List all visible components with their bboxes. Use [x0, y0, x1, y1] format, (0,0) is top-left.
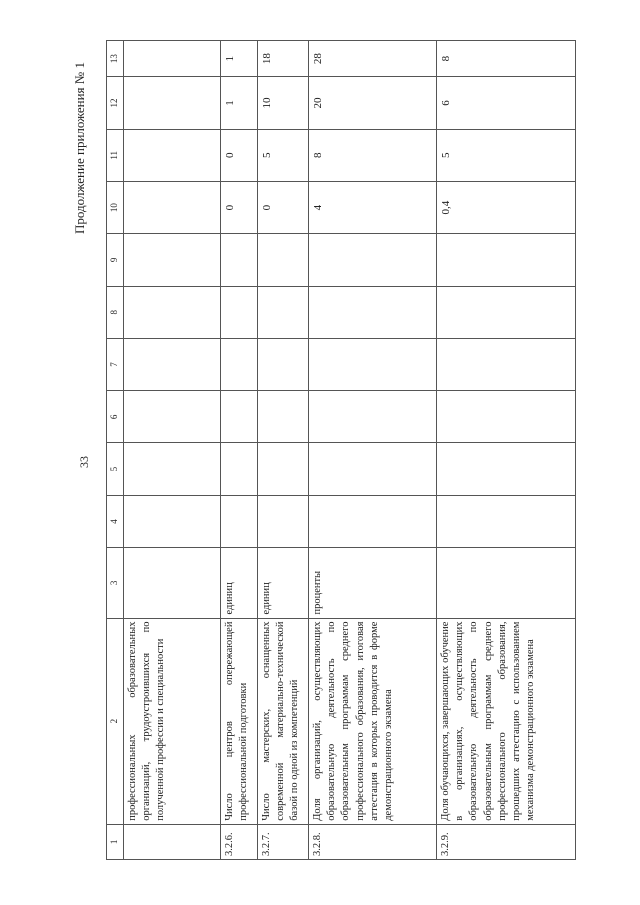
- value-cell: [221, 495, 258, 547]
- value-cell: [309, 286, 437, 338]
- table-row: [258, 41, 309, 860]
- value-cell: [221, 391, 258, 443]
- rotated-table-wrapper: [106, 40, 581, 860]
- value-cell: [258, 443, 309, 495]
- indicator-table: [106, 40, 576, 860]
- value-cell: 8: [309, 129, 437, 181]
- value-cell: [124, 391, 221, 443]
- value-cell: 28: [309, 41, 437, 77]
- indicator-description: Доля обучающихся, завершающих обучение в организациях, осуществляющих образовательную деятельность по образовательным программам среднего профессионального образования, прошедших аттестацию с использованием механизма демонстрационного экзамена: [437, 618, 576, 824]
- value-cell: 1: [221, 41, 258, 77]
- value-cell: [309, 495, 437, 547]
- value-cell: [221, 286, 258, 338]
- value-cell: [221, 234, 258, 286]
- col-header: 5: [107, 443, 124, 495]
- value-cell: 20: [309, 77, 437, 129]
- value-cell: 18: [258, 41, 309, 77]
- col-header: 6: [107, 391, 124, 443]
- value-cell: [258, 338, 309, 390]
- value-cell: [221, 338, 258, 390]
- value-cell: [124, 495, 221, 547]
- indicator-code: 3.2.8.: [309, 824, 437, 859]
- value-cell: 6: [437, 77, 576, 129]
- col-header: 9: [107, 234, 124, 286]
- indicator-code: 3.2.7.: [258, 824, 309, 859]
- table-row: [124, 41, 221, 860]
- indicator-description: Число мастерских, оснащенных современной материально-технической базой по одной из компетенций: [258, 618, 309, 824]
- col-header: 10: [107, 181, 124, 233]
- table-row: [309, 41, 437, 860]
- table-row: [221, 41, 258, 860]
- value-cell: [124, 41, 221, 77]
- column-number-row: [107, 41, 124, 860]
- indicator-unit: единиц: [258, 548, 309, 618]
- value-cell: [258, 234, 309, 286]
- value-cell: [437, 391, 576, 443]
- value-cell: [258, 495, 309, 547]
- indicator-unit: [437, 548, 576, 618]
- value-cell: [437, 286, 576, 338]
- value-cell: [124, 234, 221, 286]
- indicator-unit: единиц: [221, 548, 258, 618]
- value-cell: [309, 443, 437, 495]
- value-cell: 4: [309, 181, 437, 233]
- page-number: 33: [77, 456, 91, 468]
- indicator-description: профессиональных образовательных организаций, трудоустроившихся по полученной профессии и специальности: [124, 618, 221, 824]
- indicator-code: 3.2.6.: [221, 824, 258, 859]
- indicator-unit: проценты: [309, 548, 437, 618]
- value-cell: [437, 495, 576, 547]
- value-cell: [309, 391, 437, 443]
- value-cell: 0,4: [437, 181, 576, 233]
- indicator-code: [124, 824, 221, 859]
- value-cell: [437, 234, 576, 286]
- col-header: 8: [107, 286, 124, 338]
- col-header: 13: [107, 41, 124, 77]
- value-cell: [437, 443, 576, 495]
- continuation-label: Продолжение приложения № 1: [72, 62, 87, 234]
- indicator-description: Число центров опережающей профессиональной подготовки: [221, 618, 258, 824]
- col-header: 1: [107, 824, 124, 859]
- col-header: 4: [107, 495, 124, 547]
- col-header: 12: [107, 77, 124, 129]
- value-cell: 0: [221, 129, 258, 181]
- table-row: [437, 41, 576, 860]
- value-cell: 0: [258, 181, 309, 233]
- indicator-description: Доля организаций, осуществляющих образовательную деятельность по образовательным программам среднего профессионального образования, итоговая аттестация в которых проводится в форме демонстрационного экзамена: [309, 618, 437, 824]
- value-cell: [309, 234, 437, 286]
- value-cell: [124, 77, 221, 129]
- indicator-code: 3.2.9.: [437, 824, 576, 859]
- col-header: 2: [107, 618, 124, 824]
- col-header: 11: [107, 129, 124, 181]
- value-cell: 10: [258, 77, 309, 129]
- value-cell: [309, 338, 437, 390]
- value-cell: 5: [437, 129, 576, 181]
- value-cell: [221, 443, 258, 495]
- value-cell: [124, 286, 221, 338]
- value-cell: [258, 391, 309, 443]
- value-cell: 8: [437, 41, 576, 77]
- col-header: 3: [107, 548, 124, 618]
- value-cell: [124, 181, 221, 233]
- value-cell: 5: [258, 129, 309, 181]
- value-cell: 1: [221, 77, 258, 129]
- value-cell: [124, 443, 221, 495]
- value-cell: [124, 338, 221, 390]
- indicator-unit: [124, 548, 221, 618]
- value-cell: [437, 338, 576, 390]
- value-cell: 0: [221, 181, 258, 233]
- value-cell: [124, 129, 221, 181]
- col-header: 7: [107, 338, 124, 390]
- value-cell: [258, 286, 309, 338]
